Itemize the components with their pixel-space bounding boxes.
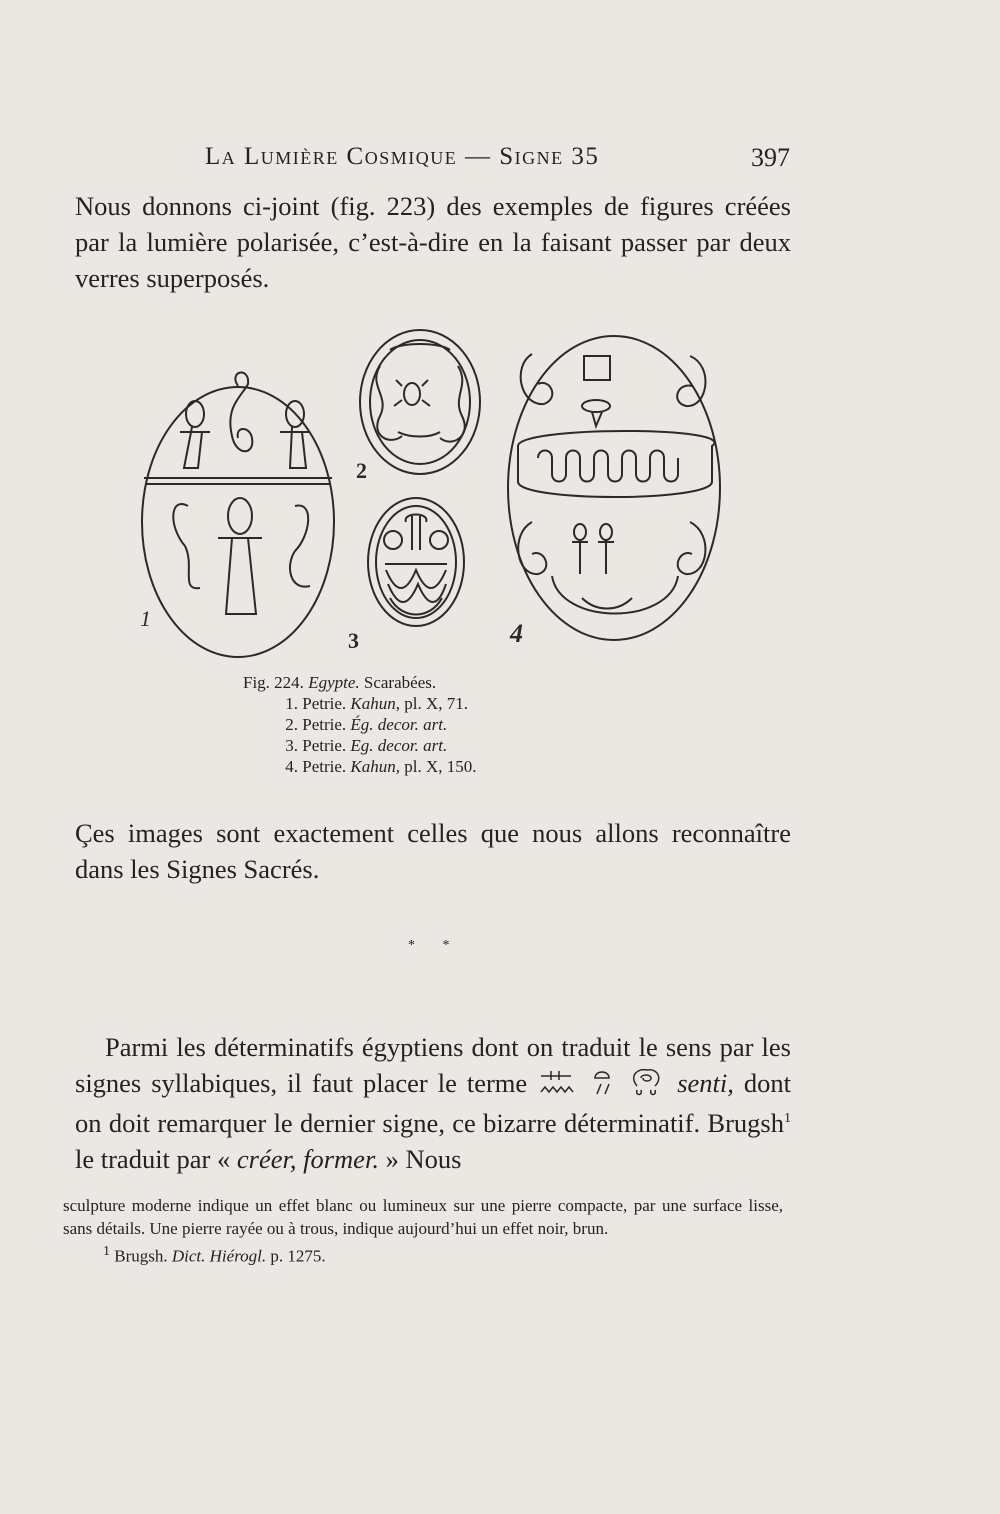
footnote-1-mark: 1 <box>103 1244 110 1259</box>
paragraph-3-text-a: Parmi les déterminatifs égyptiens dont on traduit le sens par les signes syllabiques, il faut placer le terme <box>75 1032 791 1098</box>
caption-item-author: Petrie. <box>302 694 347 713</box>
scarab-1-drawing <box>140 372 334 657</box>
scarab-3-drawing <box>348 498 464 653</box>
caption-item-work: Kahun, <box>350 757 400 776</box>
paragraph-3-word-senti: senti, <box>677 1068 734 1098</box>
scarab-figure <box>140 326 730 658</box>
caption-item-number: 4. <box>285 757 298 776</box>
scarab-1-label: 1 <box>140 606 151 631</box>
caption-item-work: Ég. decor. art. <box>350 715 448 734</box>
caption-item-number: 1. <box>285 694 298 713</box>
footnote-1-author: Brugsh. <box>114 1246 168 1266</box>
scarab-4-label: 4 <box>510 619 523 648</box>
paragraph-3-text-d: » Nous <box>385 1143 462 1174</box>
running-head: La Lumière Cosmique — Signe 35 <box>205 143 600 170</box>
caption-item <box>243 714 477 735</box>
caption-item <box>243 735 477 756</box>
footnote-1 <box>63 1240 783 1268</box>
footnote-continuation: sculpture moderne indique un effet blanc ou lumineux sur une pierre compacte, par une surface lisse, sans détails. Une pierre rayée ou à trous, indique aujourd’hui un effet noir, brun. <box>63 1196 783 1238</box>
caption-item-author: Petrie. <box>302 715 347 734</box>
caption-item-author: Petrie. <box>302 757 347 776</box>
caption-item-work: Eg. decor. art. <box>350 736 448 755</box>
footnotes <box>63 1194 783 1268</box>
caption-item-work: Kahun, <box>350 694 400 713</box>
caption-item-ref: pl. X, 71. <box>404 694 468 713</box>
page-header <box>0 143 1000 183</box>
footnote-1-page: p. 1275. <box>270 1246 326 1266</box>
footnote-ref: 1 <box>784 1111 791 1126</box>
caption-country: Egypte. <box>308 673 360 692</box>
scarab-2-drawing <box>356 330 480 483</box>
scarab-2-label: 2 <box>356 458 367 483</box>
paragraph-1: Nous donnons ci-joint (fig. 223) des exemples de figures créées par la lumière polarisée, c’est-à-dire en la faisant passer par deux verres superposés. <box>75 191 791 293</box>
caption-subject: Scarabées. <box>363 673 437 692</box>
paragraph-3 <box>75 1029 791 1177</box>
caption-heading <box>243 672 477 693</box>
caption-item-author: Petrie. <box>302 736 347 755</box>
caption-fig-number: Fig. 224. <box>243 673 304 692</box>
footnote-1-work: Dict. Hiérogl. <box>171 1246 267 1266</box>
paragraph-3-italic: créer, former. <box>236 1143 379 1174</box>
caption-item-number: 3. <box>285 736 298 755</box>
section-separator: * * <box>408 938 462 953</box>
paragraph-3-text-b: dont on doit remarquer le dernier signe, ce bizarre déterminatif. Brugsh <box>75 1068 791 1138</box>
page-number: 397 <box>751 143 790 172</box>
caption-item <box>243 756 477 777</box>
paragraph-2: Çes images sont exactement celles que nous allons reconnaître dans les Signes Sacrés. <box>75 818 791 884</box>
scarab-4-drawing <box>508 336 720 648</box>
scarab-3-label: 3 <box>348 628 359 653</box>
figure-caption <box>243 672 477 777</box>
caption-item-number: 2. <box>285 715 298 734</box>
paragraph-3-text-c: le traduit par « <box>75 1143 231 1174</box>
caption-item <box>243 693 477 714</box>
hieroglyph-senti-icon <box>537 1068 667 1098</box>
caption-item-ref: pl. X, 150. <box>404 757 477 776</box>
